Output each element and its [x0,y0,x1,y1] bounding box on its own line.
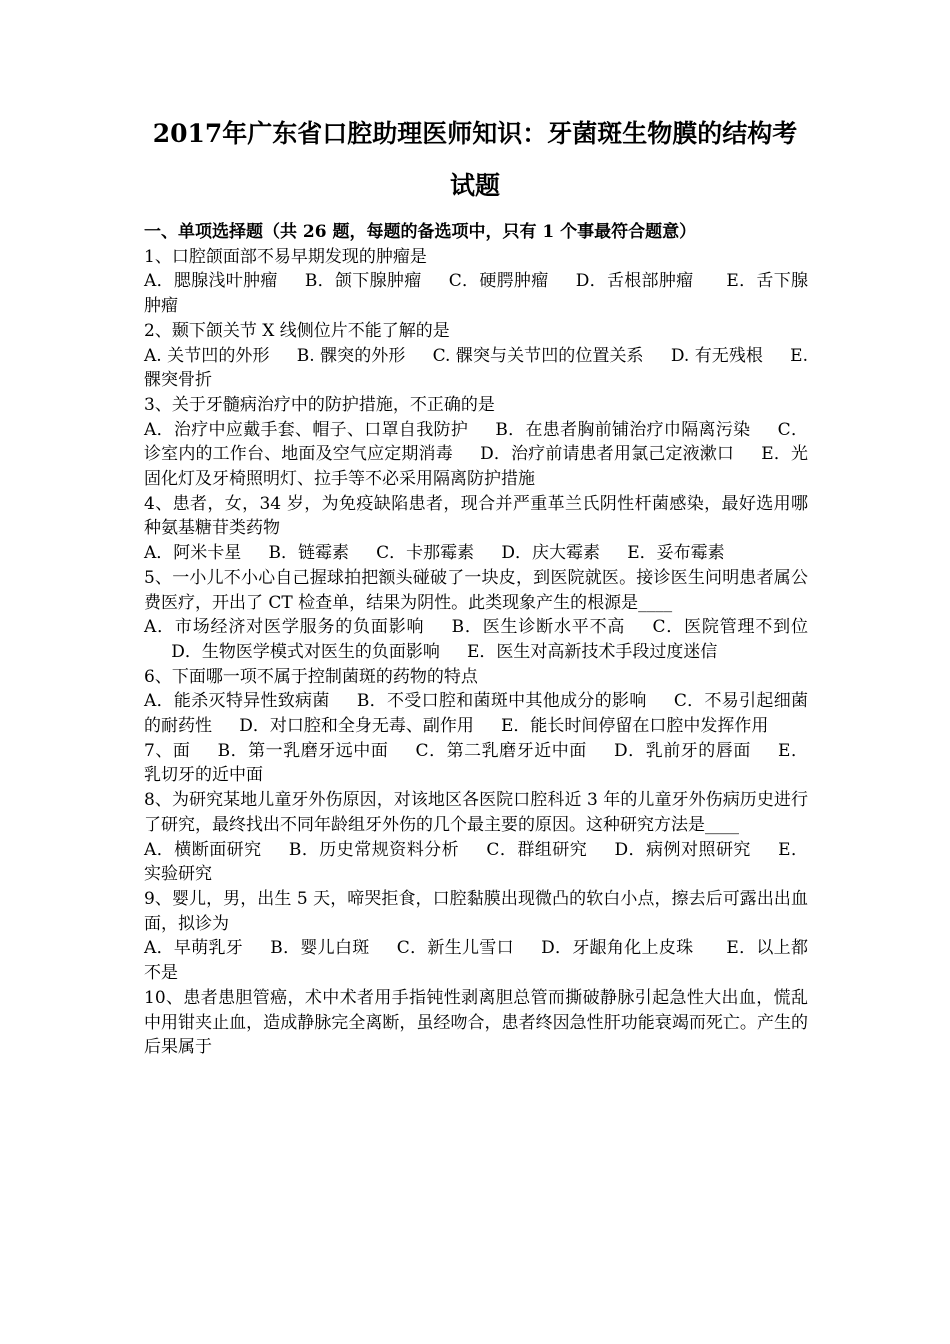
question-6 [144,665,808,739]
question-2 [144,319,808,393]
question-4 [144,492,808,566]
question-options [144,344,808,393]
option-e: E. 髁突骨折 [144,345,808,391]
question-stem: 10、患者患胆管癌，术中术者用手指钝性剥离胆总管而撕破静脉引起急性大出血，慌乱中用钳夹止血，造成静脉完全离断，虽经吻合，患者终因急性肝功能衰竭而死亡。产生的后果属于 [144,987,808,1058]
document-body [144,220,808,1060]
option-c: C．硬腭肿瘤 [448,271,549,292]
question-stem-fragment: 7、面 [144,740,191,761]
option-c: C．群组研究 [486,839,588,860]
option-d: D．生物医学模式对医生的负面影响 [171,641,440,662]
question-5 [144,566,808,665]
option-d: D．牙龈角化上皮珠 [541,938,694,959]
option-e: E．以上都不是 [144,938,808,984]
question-options [144,689,808,738]
option-b: B．不受口腔和菌斑中其他成分的影响 [356,691,647,712]
option-a: A．能杀灭特异性致病菌 [144,691,330,712]
option-c: C．不易引起细菌的耐药性 [144,691,809,737]
option-d: D. 有无残根 [670,345,763,366]
question-options [144,269,808,318]
option-e: E．医生对高新技术手段过度迷信 [467,641,718,662]
option-b: B．颌下腺肿瘤 [304,271,422,292]
question-3 [144,393,808,492]
question-7 [144,739,808,788]
option-c: C．卡那霉素 [376,543,475,564]
option-b: B．在患者胸前铺治疗巾隔离污染 [495,419,751,440]
document-title-line-2: 试题 [449,171,500,200]
question-stem: 9、婴儿，男，出生 5 天，啼哭拒食，口腔黏膜出现微凸的软白小点，擦去后可露出出血面，拟诊为 [144,888,808,934]
document-title-line-1: 2017年广东省口腔助理医师知识：牙菌斑生物膜的结构考 [152,119,798,148]
question-9 [144,887,808,986]
option-c: C. 髁突与关节凹的位置关系 [432,345,644,366]
option-d: D．乳前牙的唇面 [614,740,751,761]
option-d: D．舌根部肿瘤 [575,271,694,292]
question-options [144,739,808,788]
question-stem: 5、一小儿不小心自己握球拍把额头碰破了一块皮，到医院就医。接诊医生问明患者属公费医疗，开出了 CT 检查单，结果为阴性。此类现象产生的根源是____ [144,567,808,613]
question-stem: 2、颞下颌关节 X 线侧位片不能了解的是 [144,320,450,341]
option-a: A．阿米卡星 [144,543,242,564]
option-b: B．医生诊断水平不高 [451,617,626,638]
option-e: E．舌下腺肿瘤 [144,271,808,317]
option-d: D．对口腔和全身无毒、副作用 [239,716,474,737]
question-options [144,418,808,492]
question-options [144,936,808,985]
option-a: A. 关节凹的外形 [144,345,270,366]
option-d: D．庆大霉素 [501,543,600,564]
option-e: E．光固化灯及牙椅照明灯、拉手等不必采用隔离防护措施 [144,444,808,490]
option-a: A．市场经济对医学服务的负面影响 [144,617,425,638]
question-stem: 6、下面哪一项不属于控制菌斑的药物的特点 [144,666,478,687]
section-heading: 一、单项选择题（共 26 题，每题的备选项中，只有 1 个事最符合题意） [144,222,697,242]
question-stem: 1、口腔颌面部不易早期发现的肿瘤是 [144,246,427,267]
question-options [144,541,808,566]
question-stem: 8、为研究某地儿童牙外伤原因，对该地区各医院口腔科近 3 年的儿童牙外伤病历史进行了研究，最终找出不同年龄组牙外伤的几个最主要的原因。这种研究方法是____ [144,790,808,835]
option-b: B．链霉素 [268,543,349,564]
option-c: C．第二乳磨牙近中面 [415,740,587,761]
option-c: C．诊室内的工作台、地面及空气应定期消毒 [144,419,808,465]
option-a: A．横断面研究 [144,839,262,860]
question-options [144,838,808,887]
question-stem: 4、患者，女，34 岁，为免疫缺陷患者，现合并严重革兰氏阴性杆菌感染，最好选用哪种氨基糖苷类药物 [144,493,808,539]
option-b: B．历史常规资料分析 [288,839,460,860]
option-c: C．新生儿雪口 [396,938,514,959]
option-e: E．能长时间停留在口腔中发挥作用 [501,716,769,737]
question-8 [144,788,808,887]
option-a: A．早萌乳牙 [144,938,244,959]
question-1 [144,245,808,319]
option-c: C．医院管理不到位 [652,617,808,638]
option-e: E．乳切牙的近中面 [144,740,808,786]
option-b: B. 髁突的外形 [296,345,406,366]
question-options [144,615,808,664]
option-a: A．治疗中应戴手套、帽子、口罩自我防护 [144,419,469,440]
option-a: A．腮腺浅叶肿瘤 [144,271,278,292]
option-e: E．实验研究 [144,839,808,885]
option-b: B．第一乳磨牙远中面 [217,740,389,761]
option-d: D．治疗前请患者用氯己定液漱口 [480,444,735,465]
question-10 [144,986,808,1060]
option-e: E．妥布霉素 [627,543,725,564]
option-d: D．病例对照研究 [614,839,751,860]
question-stem: 3、关于牙髓病治疗中的防护措施，不正确的是 [144,394,495,415]
option-b: B．婴儿白斑 [270,938,370,959]
